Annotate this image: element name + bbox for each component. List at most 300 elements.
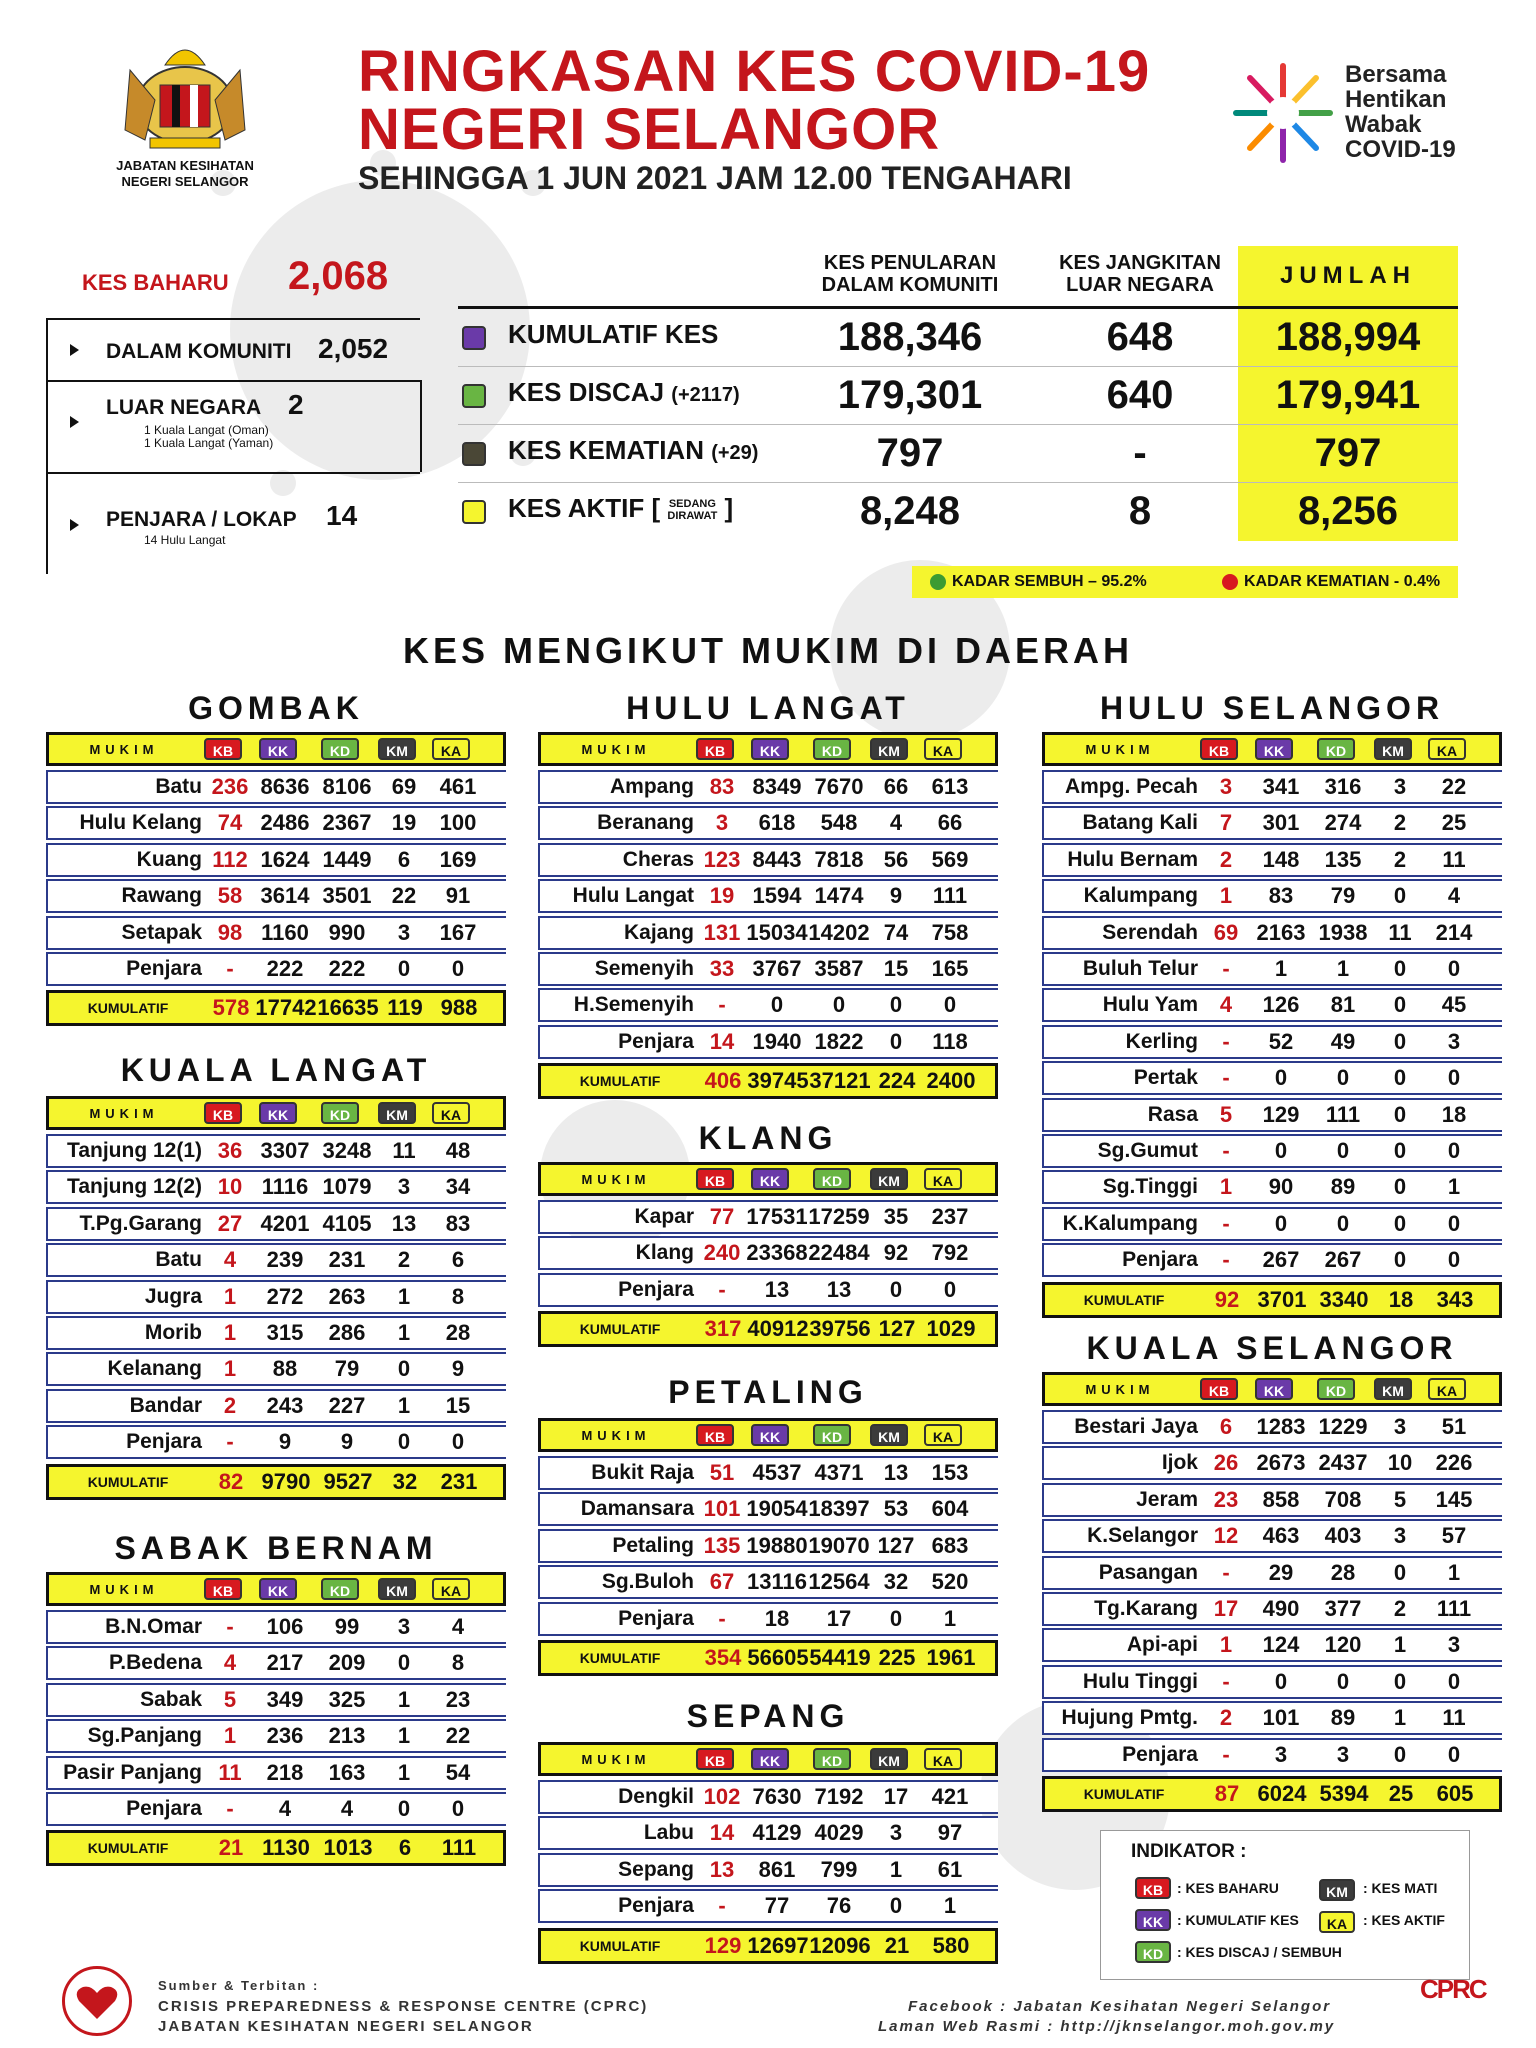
cell-km: 0	[889, 992, 903, 1018]
summary-row-label: KUMULATIF KES	[508, 319, 719, 349]
cell-mukim: Penjara	[126, 1430, 202, 1454]
cell-mukim: Setapak	[121, 920, 202, 944]
table-row	[1042, 1519, 1502, 1553]
cell-mukim: K.Kalumpang	[1062, 1211, 1198, 1235]
cell-kb: -	[718, 1605, 726, 1631]
kumulatif-label: KUMULATIF	[1083, 1786, 1165, 1802]
cell-kd: 2367	[322, 810, 372, 836]
cell-km: 0	[1393, 1101, 1407, 1127]
table-row	[46, 1756, 506, 1790]
column-kd	[309, 738, 371, 761]
subtitle: SEHINGGA 1 JUN 2021 JAM 12.00 TENGAHARI	[358, 160, 1072, 196]
cell-kk: 23368	[746, 1240, 808, 1266]
kumulatif-label: KUMULATIF	[579, 1073, 661, 1090]
cell-kd: 1079	[322, 1174, 372, 1200]
cell-km: 2	[1393, 810, 1407, 836]
cell-kb: 17	[1213, 1596, 1239, 1621]
cell-kd: 76	[826, 1893, 852, 1919]
summary-row-label-text: KES DISCAJ	[508, 377, 665, 407]
cell-mukim: Hulu Langat	[572, 884, 694, 908]
kumulatif-label: KUMULATIF	[87, 1000, 169, 1017]
cell-kk: 858	[1262, 1486, 1300, 1512]
cell-kb: -	[1222, 1559, 1230, 1585]
cell-ka: 792	[931, 1240, 969, 1266]
cell-km: 127	[877, 1532, 915, 1558]
cell-kk: 83	[1268, 883, 1294, 909]
cell-kb: -	[226, 1429, 234, 1455]
campaign-line-4: COVID-19	[1345, 136, 1456, 163]
cell-kd: 19070	[808, 1532, 870, 1558]
cell-km: 92	[883, 1240, 909, 1266]
cell-km: 66	[883, 774, 909, 799]
summary-row-extra: (+29)	[711, 442, 759, 464]
cell-kk: 0	[1274, 1065, 1288, 1091]
cell-kk: 129	[1262, 1101, 1300, 1127]
cell-km: 3	[397, 1174, 411, 1200]
cell-kb: -	[1222, 1668, 1230, 1694]
cell-km: 0	[1393, 1741, 1407, 1767]
cell-kk: 861	[758, 1856, 796, 1882]
footer-website[interactable]: Laman Web Rasmi : http://jknselangor.moh.gov.my	[878, 2018, 1336, 2035]
km-pill: KM	[1319, 1879, 1355, 1901]
cell-kk: 15034	[746, 919, 808, 945]
cell-kk: 1624	[260, 846, 310, 872]
cell-kd: 274	[1324, 810, 1362, 836]
cell-ka: 61	[937, 1856, 963, 1882]
table-row	[1042, 1592, 1502, 1626]
cell-mukim: Ampang	[610, 775, 694, 798]
column-mukim: MUKIM	[89, 1581, 159, 1597]
kumulatif-square-icon	[462, 326, 486, 350]
ka-pill: KA	[432, 1102, 470, 1124]
kb-pill: KB	[204, 738, 242, 760]
indikator-kd: : KES DISCAJ / SEMBUH	[1177, 1944, 1342, 1960]
column-mukim: MUKIM	[1085, 1381, 1155, 1397]
cell-mukim: Cheras	[622, 847, 694, 871]
cell-mukim: Bestari Jaya	[1074, 1415, 1198, 1438]
cell-ka: 461	[439, 774, 477, 799]
cell-kb: -	[1222, 1247, 1230, 1273]
luar-note-1: 1 Kuala Langat (Oman)	[144, 423, 269, 437]
cell-ka: 165	[931, 956, 969, 981]
cell-ka: 153	[931, 1460, 969, 1485]
cell-kb: 5	[1219, 1101, 1233, 1127]
cell-km: 6	[397, 846, 411, 872]
cell-kk: 29	[1268, 1559, 1294, 1585]
summary-luar-value: -	[1133, 431, 1147, 475]
cell-ka: 4	[1447, 883, 1461, 909]
cell-kd: 263	[328, 1283, 366, 1309]
cell-ka: 0	[943, 992, 957, 1018]
cell-kk: 2486	[260, 810, 310, 836]
table-row	[1042, 1738, 1502, 1772]
cell-kb: 33	[709, 956, 735, 981]
kk-pill: KK	[751, 1168, 789, 1190]
table-row	[538, 1025, 998, 1059]
cell-mukim: T.Pg.Garang	[79, 1211, 202, 1235]
cell-ka: 25	[1441, 810, 1467, 836]
table-row	[538, 916, 998, 950]
cell-kd: 213	[328, 1723, 366, 1749]
table-row	[46, 1389, 506, 1423]
cell-ka: 1	[943, 1605, 957, 1631]
summary-row-kematian	[458, 425, 1458, 483]
column-ka	[915, 1168, 971, 1191]
cell-km: 53	[883, 1496, 909, 1522]
section-title: KES MENGIKUT MUKIM DI DAERAH	[403, 630, 1133, 671]
heart-icon	[65, 1969, 129, 2033]
total-km: 18	[1388, 1286, 1414, 1312]
kk-pill: KK	[751, 1424, 789, 1446]
cell-ka: 100	[439, 810, 477, 836]
cell-kk: 222	[266, 956, 304, 981]
cell-ka: 51	[1441, 1414, 1467, 1439]
total-kk: 17742	[255, 995, 317, 1021]
cell-kd: 3501	[322, 883, 372, 909]
table-row	[1042, 1243, 1502, 1277]
cprc-logo: CPRC	[1420, 1974, 1486, 2004]
km-pill: KM	[378, 1578, 416, 1600]
cell-kd: 2437	[1318, 1450, 1368, 1476]
kumulatif-row	[538, 1640, 998, 1676]
cell-km: 69	[391, 774, 417, 799]
cell-kb: 1	[1219, 1632, 1233, 1658]
cell-kb: 6	[1219, 1414, 1233, 1439]
cell-kb: 10	[217, 1174, 243, 1200]
cell-km: 1	[397, 1320, 411, 1345]
footer-facebook[interactable]: Facebook : Jabatan Kesihatan Negeri Selangor	[908, 1998, 1332, 2015]
title-line-2: NEGERI SELANGOR	[358, 97, 941, 162]
campaign-line-1: Bersama	[1345, 61, 1447, 88]
km-pill: KM	[1374, 1378, 1412, 1400]
cell-mukim: Buluh Telur	[1082, 957, 1198, 980]
cell-ka: 169	[439, 846, 477, 872]
table-header	[538, 1742, 998, 1776]
cell-kb: 123	[703, 846, 741, 872]
cell-km: 0	[1393, 1668, 1407, 1694]
cell-kb: 67	[709, 1569, 735, 1595]
cell-kd: 0	[1336, 1138, 1350, 1163]
total-ka: 343	[1436, 1286, 1474, 1312]
summary-jumlah-value: 8,256	[1297, 489, 1399, 533]
summary-row-aktif	[458, 483, 1458, 541]
total-kk: 12697	[747, 1932, 809, 1958]
cell-kd: 135	[1324, 846, 1362, 872]
cell-kk: 4201	[260, 1210, 310, 1236]
district-title: GOMBAK	[188, 690, 364, 726]
kumulatif-row	[538, 1063, 998, 1099]
table-row	[1042, 1410, 1502, 1444]
table-row	[1042, 1134, 1502, 1168]
cell-mukim: Penjara	[618, 1029, 694, 1053]
cell-km: 2	[1393, 1596, 1407, 1621]
cell-km: 1	[1393, 1632, 1407, 1658]
header-luar-line-1: KES JANGKITAN	[1059, 252, 1221, 274]
kes-baharu-value: 2,068	[288, 254, 389, 298]
cell-kk: 13116	[747, 1569, 807, 1595]
table-row	[1042, 1446, 1502, 1480]
cell-ka: 145	[1435, 1486, 1473, 1512]
table-row	[538, 1853, 998, 1887]
dept-name	[95, 158, 275, 190]
table-row	[538, 1200, 998, 1234]
cell-kb: 2	[1219, 846, 1233, 872]
cell-km: 0	[1393, 1174, 1407, 1200]
komuniti-label: DALAM KOMUNITI	[106, 340, 292, 363]
cell-kk: 0	[1274, 1138, 1288, 1163]
table-header	[538, 1418, 998, 1452]
cell-ka: 0	[451, 1796, 465, 1821]
cell-km: 1	[397, 1759, 411, 1785]
cell-ka: 8	[451, 1650, 465, 1676]
total-kb: 354	[704, 1645, 742, 1670]
cell-mukim: Morib	[144, 1321, 202, 1344]
cell-kk: 1594	[752, 883, 802, 909]
cell-kd: 222	[328, 956, 366, 981]
ka-pill: KA	[924, 1168, 962, 1190]
district-title: HULU LANGAT	[626, 690, 910, 726]
district-title: PETALING	[668, 1374, 868, 1410]
cell-ka: 683	[931, 1532, 969, 1558]
table-row	[1042, 843, 1502, 877]
table-row	[1042, 806, 1502, 840]
column-kb	[1195, 1378, 1243, 1401]
cell-mukim: Kerling	[1125, 1029, 1198, 1053]
cell-kk: 7630	[752, 1784, 802, 1809]
table-row	[1042, 879, 1502, 913]
cell-kd: 4105	[322, 1210, 372, 1236]
kb-pill: KB	[204, 1578, 242, 1600]
cell-mukim: P.Bedena	[109, 1651, 202, 1675]
kadar-kematian: KADAR KEMATIAN - 0.4%	[1244, 573, 1441, 590]
table-row	[538, 1456, 998, 1490]
cell-ka: 0	[1447, 1210, 1461, 1236]
cell-kd: 9	[340, 1429, 354, 1455]
column-kd	[309, 1102, 371, 1125]
cell-ka: 23	[445, 1686, 471, 1712]
cell-km: 3	[889, 1820, 903, 1846]
table-header	[1042, 1372, 1502, 1406]
indikator-kk: : KUMULATIF KES	[1177, 1912, 1299, 1928]
table-header	[538, 1162, 998, 1196]
kb-pill: KB	[1200, 738, 1238, 760]
cell-mukim: Pasangan	[1098, 1560, 1198, 1584]
cell-kk: 9	[278, 1429, 292, 1455]
cell-kk: 3767	[752, 956, 802, 981]
cell-kb: 83	[709, 774, 735, 799]
table-row	[46, 1719, 506, 1753]
kumulatif-row	[1042, 1776, 1502, 1812]
cell-kk: 101	[1262, 1705, 1300, 1731]
kb-pill: KB	[696, 1424, 734, 1446]
cell-mukim: Penjara	[126, 957, 202, 980]
indikator-ka: : KES AKTIF	[1363, 1912, 1445, 1928]
cell-mukim: Semenyih	[594, 957, 694, 980]
cell-kk: 349	[266, 1686, 304, 1712]
kd-pill: KD	[321, 1102, 359, 1124]
cell-kk: 3	[1274, 1741, 1288, 1767]
table-row	[46, 1170, 506, 1204]
cell-ka: 22	[445, 1723, 471, 1749]
km-pill: KM	[378, 1102, 416, 1124]
cell-kb: 7	[1219, 810, 1233, 836]
cell-kk: 1160	[261, 919, 309, 945]
penjara-value: 14	[326, 500, 358, 531]
cell-km: 1	[397, 1723, 411, 1749]
cell-ka: 118	[932, 1028, 968, 1054]
column-ka	[915, 1748, 971, 1771]
column-ka	[915, 738, 971, 761]
table-header	[538, 732, 998, 766]
cell-kk: 0	[1274, 1668, 1288, 1694]
cell-kb: 2	[1219, 1705, 1233, 1731]
cell-kb: 1	[223, 1283, 237, 1309]
cell-mukim: Pertak	[1133, 1066, 1198, 1090]
table-header	[46, 1572, 506, 1606]
cell-mukim: Batu	[155, 1248, 202, 1272]
total-kb: 82	[218, 1468, 244, 1494]
column-kb	[1195, 738, 1243, 761]
cell-kk: 106	[266, 1614, 304, 1639]
column-km	[371, 1578, 423, 1601]
cell-mukim: Serendah	[1102, 920, 1198, 944]
district-title: SABAK BERNAM	[114, 1530, 438, 1566]
cell-kk: 90	[1268, 1174, 1294, 1200]
cell-mukim: Penjara	[126, 1797, 202, 1820]
kd-pill: KD	[1135, 1941, 1171, 1963]
total-km: 119	[387, 995, 423, 1021]
total-kb: 129	[704, 1932, 742, 1958]
cell-kb: -	[226, 1614, 234, 1639]
cell-kk: 2673	[1256, 1450, 1306, 1476]
cell-ka: 613	[931, 774, 969, 799]
cell-kk: 19880	[746, 1532, 808, 1558]
kk-pill: KK	[751, 738, 789, 760]
cell-kk: 2163	[1256, 919, 1306, 945]
cell-mukim: Penjara	[618, 1894, 694, 1918]
cell-km: 22	[391, 883, 417, 909]
summary-row-label	[508, 435, 758, 466]
cell-kd: 708	[1324, 1486, 1362, 1512]
breakdown-line-3	[46, 472, 420, 474]
cell-kd: 22484	[808, 1240, 870, 1266]
cell-km: 2	[397, 1247, 411, 1273]
summary-row-label-text: KES AKTIF	[508, 493, 645, 523]
campaign-logo	[1228, 58, 1338, 173]
total-kd: 1013	[323, 1835, 373, 1861]
total-ka: 988	[440, 995, 478, 1021]
cell-kb: 102	[703, 1784, 741, 1809]
cell-ka: 22	[1441, 774, 1467, 799]
column-km	[371, 738, 423, 761]
cell-mukim: H.Semenyih	[573, 993, 694, 1017]
cell-ka: 48	[445, 1138, 471, 1163]
table-row	[1042, 1483, 1502, 1517]
cell-kd: 325	[328, 1686, 366, 1712]
total-kk: 3701	[1257, 1286, 1307, 1312]
cell-kk: 77	[764, 1893, 790, 1919]
cell-kd: 316	[1324, 774, 1362, 799]
cell-kd: 1229	[1318, 1414, 1368, 1439]
cell-km: 32	[883, 1569, 909, 1595]
cell-km: 13	[391, 1210, 417, 1236]
summary-komuniti-value: 8,248	[859, 489, 961, 533]
cell-kb: 27	[217, 1210, 243, 1236]
total-kd: 54419	[809, 1645, 871, 1670]
cell-kb: -	[1222, 956, 1230, 981]
km-pill: KM	[870, 1168, 908, 1190]
cell-kb: 69	[1213, 919, 1239, 945]
table-row	[1042, 1701, 1502, 1735]
cell-km: 0	[1393, 1210, 1407, 1236]
table-row	[46, 1316, 506, 1350]
cell-kk: 1283	[1256, 1414, 1306, 1439]
table-row	[46, 952, 506, 986]
cell-km: 0	[1393, 1247, 1407, 1273]
sunburst-icon	[1228, 58, 1338, 168]
cell-kd: 79	[334, 1356, 360, 1382]
column-kb	[199, 738, 247, 761]
cell-kd: 231	[328, 1247, 366, 1273]
cell-kd: 403	[1324, 1523, 1362, 1549]
cell-kk: 4537	[752, 1460, 802, 1485]
cell-km: 3	[1393, 1523, 1407, 1549]
cell-kd: 1474	[814, 883, 864, 909]
cell-kb: 58	[217, 883, 243, 909]
table-row	[1042, 1061, 1502, 1095]
total-kb: 317	[704, 1316, 742, 1342]
crest-logo	[110, 30, 260, 165]
cell-kd: 17	[826, 1605, 852, 1631]
cell-kk: 1940	[752, 1028, 802, 1054]
cell-ka: 0	[451, 1429, 465, 1455]
cell-kb: 77	[709, 1204, 735, 1229]
cell-kk: 301	[1262, 810, 1300, 836]
cell-km: 0	[1393, 1065, 1407, 1091]
cell-kd: 286	[328, 1320, 366, 1345]
table-row	[46, 806, 506, 840]
header-komuniti	[800, 252, 1020, 296]
cell-mukim: Tg.Karang	[1094, 1597, 1198, 1620]
table-row	[538, 952, 998, 986]
cell-kd: 163	[328, 1759, 366, 1785]
cell-ka: 111	[932, 883, 968, 909]
cell-ka: 237	[931, 1204, 969, 1229]
cell-kk: 8636	[260, 774, 310, 799]
total-kb: 87	[1214, 1781, 1240, 1806]
table-row	[1042, 916, 1502, 950]
kumulatif-row	[46, 990, 506, 1026]
kumulatif-label: KUMULATIF	[87, 1473, 169, 1490]
cell-ka: 97	[937, 1820, 963, 1846]
cell-kd: 18397	[808, 1496, 870, 1522]
cell-kb: 13	[709, 1856, 735, 1882]
cell-kb: -	[226, 956, 234, 981]
cell-km: 1	[397, 1686, 411, 1712]
cell-kk: 148	[1262, 846, 1300, 872]
cell-kb: 1	[223, 1356, 237, 1382]
cell-ka: 0	[1447, 1065, 1461, 1091]
cell-mukim: Hujung Pmtg.	[1061, 1706, 1198, 1730]
cell-mukim: Bandar	[129, 1393, 202, 1417]
cell-km: 0	[1393, 1138, 1407, 1163]
cell-kd: 548	[820, 810, 858, 836]
cell-kb: 14	[709, 1820, 735, 1846]
luar-note-2: 1 Kuala Langat (Yaman)	[144, 436, 274, 450]
cell-mukim: Ampg. Pecah	[1064, 775, 1198, 798]
cell-km: 2	[1393, 846, 1407, 872]
kadar-sembuh: KADAR SEMBUH – 95.2%	[952, 573, 1147, 590]
